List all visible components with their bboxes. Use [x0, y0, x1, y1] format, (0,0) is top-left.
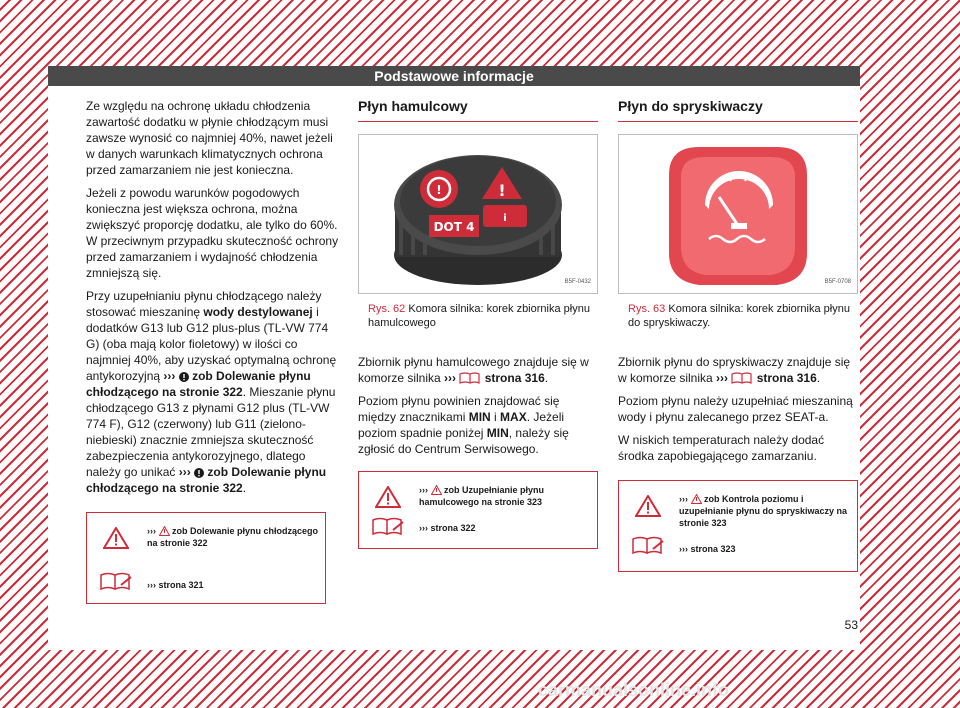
washer-fluid-cap-illustration — [619, 135, 857, 293]
paragraph: Jeżeli z powodu warunków pogodowych konieczna jest większa ochrona, można zwiększyć proporcję dodatku, ale tylko do 60%. W przeciwnym przypadku skuteczność ochrony przed zamarzaniem i wydajność chłodzenia zmniejszą się. — [86, 186, 339, 280]
svg-text:i: i — [503, 213, 507, 224]
paragraph: Zbiornik płynu hamulcowego znajduje się w komorze silnika ››› strona 316. — [358, 355, 589, 385]
cross-reference-link[interactable]: zob Dolewanie płynu chłodzącego na stronie 322 — [86, 369, 311, 399]
watermark: carmanualsonline.info — [538, 680, 730, 700]
book-wrench-icon — [731, 372, 753, 384]
warning-triangle-icon — [431, 485, 442, 495]
max-mark: MAX — [500, 410, 527, 424]
warning-reference-box: ››› zob Uzupełnianie płynu hamulcowego na stronie 323 ››› strona 322 — [358, 471, 598, 549]
cross-reference-link[interactable]: strona 321 — [158, 580, 204, 590]
warning-reference-box: ››› zob Kontrola poziomu i uzupełnianie płynu do spryskiwaczy na stronie 323 ››› strona 323 — [618, 480, 858, 572]
dot4-label: DOT 4 — [433, 220, 475, 234]
manual-page — [48, 66, 860, 650]
paragraph: Przy uzupełnianiu płynu chłodzącego należy stosować mieszaninę wody destylowanej i dodatków G13 lub G12 plus-plus (TL-VW 774 G) (oba mają kolor fioletowy) w ilości co najmniej 40%, aby uzyskać optymalną ochronę antykorozyjną ››› zob Dolewanie płynu chłodzącego na stronie 322. Mieszanie płynu chłodzącego G13 z płynami G12 plus (TL-VW 774 F), G12 (czerwony) lub G11 (zielono-niebieski) znacznie zmniejsza skuteczność zabezpieczenia antykorozyjnego, dlatego należy go unikać ››› zob Dolewanie płynu chłodzącego na stronie 322. — [86, 289, 337, 495]
figure-brake-cap — [358, 134, 598, 294]
warning-circle-icon — [194, 468, 204, 478]
warning-reference-box: ››› zob Dolewanie płynu chłodzącego na stronie 322 ››› strona 321 — [86, 512, 326, 604]
brake-fluid-cap-illustration — [359, 135, 597, 293]
book-wrench-icon — [631, 535, 665, 555]
page-number: 53 — [844, 618, 858, 632]
svg-text:!: ! — [436, 183, 442, 197]
warning-circle-icon — [179, 372, 189, 382]
warning-triangle-icon — [691, 494, 702, 504]
svg-text:!: ! — [498, 181, 506, 200]
book-wrench-icon — [371, 516, 405, 536]
warning-triangle-icon — [375, 486, 401, 508]
figure-washer-cap — [618, 134, 858, 294]
figure-caption: Rys. 62 Komora silnika: korek zbiornika płynu hamulcowego — [368, 303, 590, 329]
paragraph: Ze względu na ochronę układu chłodzenia zawartość dodatku w płynie chłodzącym musi zawsze wynosić co najmniej 40%, nawet jeżeli w danych warunkach klimatycznych ochrona przed zamarzaniem nie jest konieczna. — [86, 99, 333, 177]
book-wrench-icon — [99, 571, 133, 591]
min-mark: MIN — [468, 410, 491, 424]
figure-code: B5F-0432 — [564, 279, 591, 285]
figure-caption: Rys. 63 Komora silnika: korek zbiornika płynu do spryskiwaczy. — [628, 303, 850, 329]
paragraph: Poziom płynu powinien znajdować się między znacznikami MIN i MAX. Jeżeli poziom spadnie poniżej MIN, należy się zgłosić do Centrum Serwisowego. — [358, 394, 569, 456]
column-washer-fluid — [618, 98, 858, 572]
cross-reference-link[interactable]: zob Uzupełnianie płynu hamulcowego na stronie 323 — [419, 485, 545, 507]
column-coolant-text — [86, 98, 340, 604]
min-mark: MIN — [486, 426, 509, 440]
cross-reference-link[interactable]: strona 316 — [756, 371, 817, 385]
warning-triangle-icon — [159, 526, 170, 536]
cross-reference-link[interactable]: zob Dolewanie płynu chłodzącego na stronie 322 — [147, 526, 319, 548]
section-title: Płyn hamulcowy — [358, 98, 598, 122]
cross-reference-link[interactable]: strona 316 — [484, 371, 545, 385]
page-header: Podstawowe informacje — [48, 66, 860, 86]
warning-triangle-icon — [635, 495, 661, 517]
cross-reference-link[interactable]: strona 322 — [430, 523, 476, 533]
cross-reference-link[interactable]: strona 323 — [690, 544, 736, 554]
book-wrench-icon — [459, 372, 481, 384]
paragraph: W niskich temperaturach należy dodać środka zapobiegającego zamarzaniu. — [618, 433, 825, 463]
paragraph: Poziom płynu należy uzupełniać mieszaniną wody i płynu zalecanego przez SEAT-a. — [618, 394, 853, 424]
paragraph: Zbiornik płynu do spryskiwaczy znajduje się w komorze silnika ››› strona 316. — [618, 355, 851, 385]
cross-reference-link[interactable]: zob Dolewanie płynu chłodzącego na stronie 322 — [86, 465, 327, 495]
cross-reference-link[interactable]: zob Kontrola poziomu i uzupełnianie płynu do spryskiwaczy na stronie 323 — [679, 494, 848, 528]
figure-code: B5F-0708 — [824, 279, 851, 285]
section-title: Płyn do spryskiwaczy — [618, 98, 858, 122]
warning-triangle-icon — [103, 527, 129, 549]
column-brake-fluid — [358, 98, 598, 549]
